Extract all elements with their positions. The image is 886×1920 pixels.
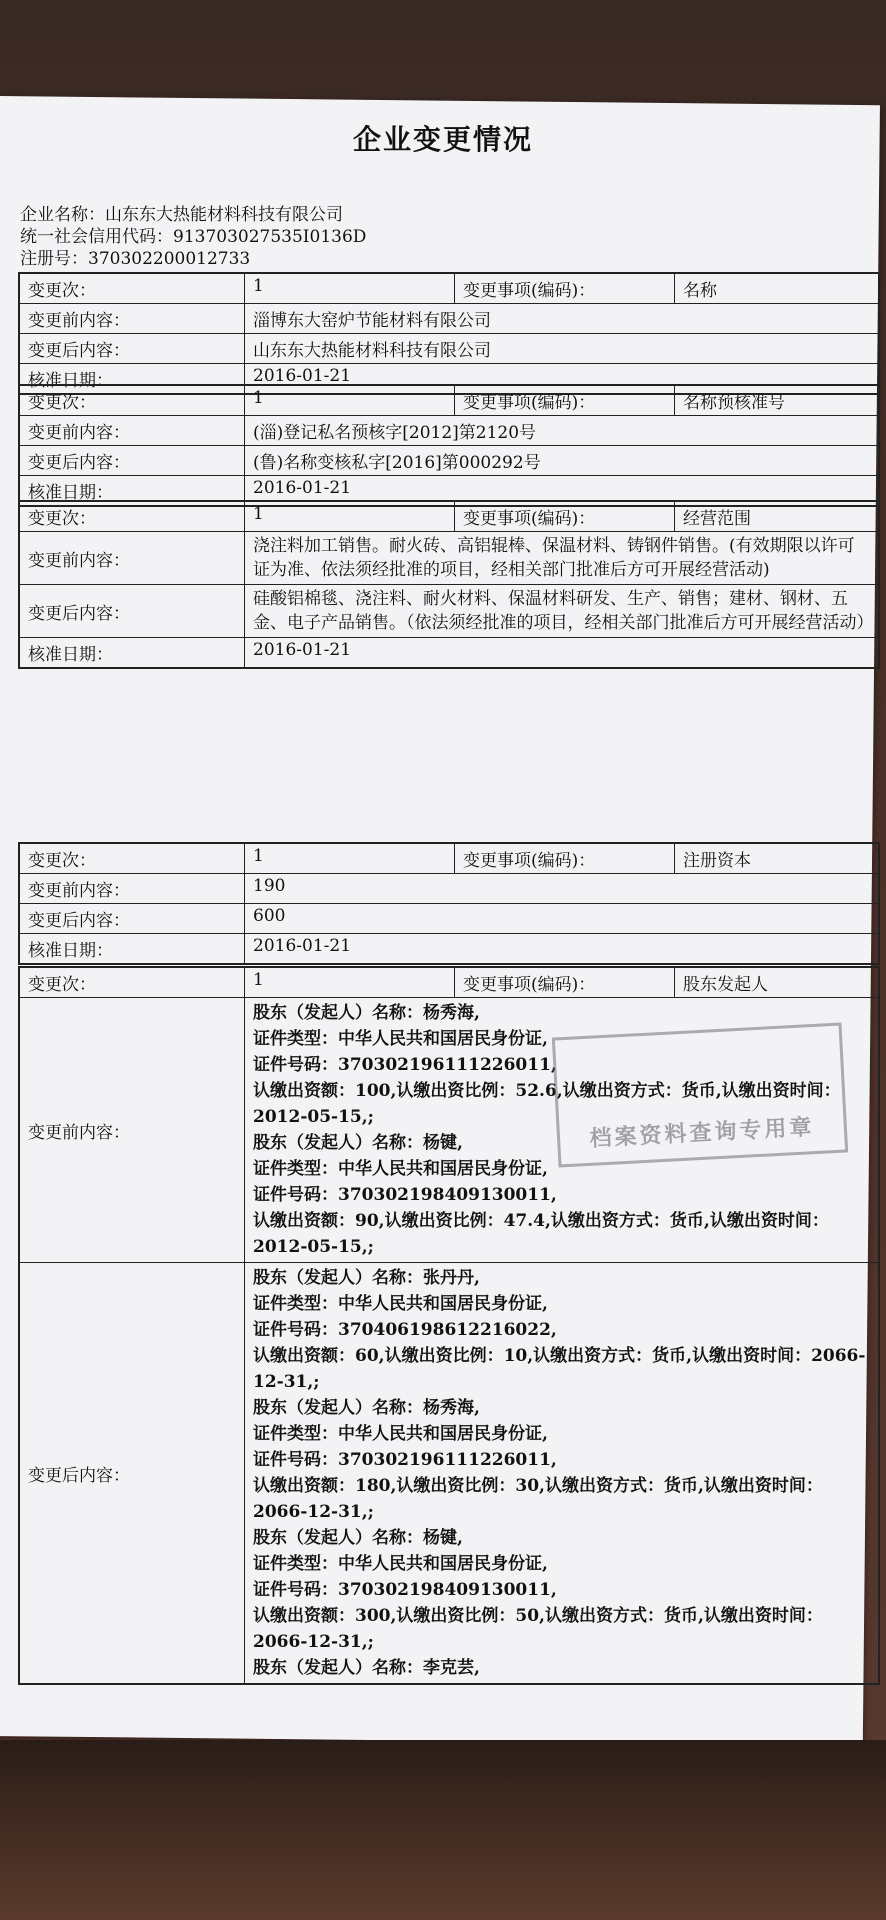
change-times-row — [20, 386, 878, 416]
after-line: 股东（发起人）名称：李克芸, — [253, 1658, 480, 1678]
times-label: 变更次： — [20, 274, 245, 303]
date-label: 核准日期： — [20, 476, 245, 505]
date-value: 2016-01-21 — [253, 936, 352, 956]
after-label: 变更后内容： — [20, 334, 245, 363]
change-times-row — [20, 274, 878, 304]
change-block-2 — [18, 384, 880, 507]
before-line: 证件号码：370302196111226011, — [253, 1055, 557, 1075]
after-value: 600 — [253, 906, 286, 926]
times-value: 1 — [245, 844, 455, 873]
after-value: 硅酸铝棉毯、浇注料、耐火材料、保温材料研发、生产、销售；建材、钢材、五金、电子产品销售。（依法须经批准的项目，经相关部门批准后方可开展经营活动） — [253, 589, 874, 633]
before-label: 变更前内容： — [20, 998, 245, 1262]
before-value: 190 — [253, 876, 286, 896]
before-value: 淄博东大窑炉节能材料有限公司 — [253, 311, 491, 331]
change-block-1 — [18, 272, 880, 395]
change-times-row — [20, 968, 878, 998]
after-row — [20, 904, 878, 934]
after-value: 山东东大热能材料科技有限公司 — [253, 341, 491, 361]
item-value: 股东发起人 — [683, 975, 768, 995]
archive-stamp: 档案资料查询专用章 — [552, 1023, 848, 1168]
item-label: 变更事项(编码)： — [455, 844, 675, 873]
date-value: 2016-01-21 — [253, 478, 352, 498]
before-label: 变更前内容： — [20, 304, 245, 333]
before-value: (淄)登记私名预核字[2012]第2120号 — [253, 423, 537, 443]
before-line: 证件类型：中华人民共和国居民身份证, — [253, 1029, 548, 1049]
desk-background — [0, 1740, 886, 1920]
after-line: 证件类型：中华人民共和国居民身份证, — [253, 1424, 548, 1444]
item-value: 注册资本 — [683, 851, 751, 871]
after-label: 变更后内容： — [20, 1263, 245, 1683]
before-line: 证件类型：中华人民共和国居民身份证, — [253, 1159, 548, 1179]
times-label: 变更次： — [20, 386, 245, 415]
date-label: 核准日期： — [20, 638, 245, 667]
after-row — [20, 334, 878, 364]
item-value: 名称预核准号 — [683, 393, 785, 413]
before-line: 认缴出资额：90,认缴出资比例：47.4,认缴出资方式：货币,认缴出资时间：2012-05-15,; — [253, 1211, 829, 1257]
change-block-3 — [18, 500, 880, 669]
after-line: 证件号码：370302196111226011, — [253, 1450, 557, 1470]
before-label: 变更前内容： — [20, 416, 245, 445]
before-value: 浇注料加工销售。耐火砖、高铝辊棒、保温材料、铸钢件销售。(有效期限以许可证为准、依法须经批准的项目，经相关部门批准后方可开展经营活动) — [253, 536, 855, 580]
after-value: (鲁)名称变核私字[2016]第000292号 — [253, 453, 541, 473]
item-value: 经营范围 — [683, 509, 751, 529]
before-row — [20, 416, 878, 446]
item-label: 变更事项(编码)： — [455, 386, 675, 415]
after-line: 证件类型：中华人民共和国居民身份证, — [253, 1554, 548, 1574]
registration-number: 注册号：370302200012733 — [20, 249, 251, 269]
change-times-row — [20, 502, 878, 532]
after-line: 认缴出资额：60,认缴出资比例：10,认缴出资方式：货币,认缴出资时间：2066-12-31,; — [253, 1346, 866, 1392]
after-line: 证件类型：中华人民共和国居民身份证, — [253, 1294, 548, 1314]
date-label: 核准日期： — [20, 364, 245, 393]
item-label: 变更事项(编码)： — [455, 968, 675, 997]
date-value: 2016-01-21 — [253, 640, 352, 660]
after-label: 变更后内容： — [20, 904, 245, 933]
after-row — [20, 585, 878, 638]
after-row — [20, 1263, 878, 1683]
before-label: 变更前内容： — [20, 532, 245, 584]
after-label: 变更后内容： — [20, 585, 245, 637]
page-title: 企业变更情况 — [352, 123, 533, 156]
before-row — [20, 304, 878, 334]
before-line: 股东（发起人）名称：杨秀海, — [253, 1003, 480, 1023]
change-times-row — [20, 844, 878, 874]
date-row — [20, 638, 878, 667]
after-label: 变更后内容： — [20, 446, 245, 475]
times-value: 1 — [245, 274, 455, 303]
item-value: 名称 — [683, 281, 717, 301]
before-line: 证件号码：370302198409130011, — [253, 1185, 557, 1205]
after-line: 证件号码：370302198409130011, — [253, 1580, 557, 1600]
after-line: 证件号码：370406198612216022, — [253, 1320, 557, 1340]
times-label: 变更次： — [20, 968, 245, 997]
before-row — [20, 532, 878, 585]
date-value: 2016-01-21 — [253, 366, 352, 386]
item-label: 变更事项(编码)： — [455, 502, 675, 531]
after-row — [20, 446, 878, 476]
date-label: 核准日期： — [20, 934, 245, 963]
after-line: 认缴出资额：300,认缴出资比例：50,认缴出资方式：货币,认缴出资时间：2066-12-31,; — [253, 1606, 823, 1652]
times-label: 变更次： — [20, 502, 245, 531]
credit-code: 统一社会信用代码：913703027535I0136D — [20, 227, 367, 247]
after-line: 股东（发起人）名称：杨键, — [253, 1528, 463, 1548]
after-line: 认缴出资额：180,认缴出资比例：30,认缴出资方式：货币,认缴出资时间：2066-12-31,; — [253, 1476, 823, 1522]
date-row — [20, 934, 878, 963]
times-value: 1 — [245, 386, 455, 415]
times-label: 变更次： — [20, 844, 245, 873]
item-label: 变更事项(编码)： — [455, 274, 675, 303]
after-line: 股东（发起人）名称：杨秀海, — [253, 1398, 480, 1418]
before-label: 变更前内容： — [20, 874, 245, 903]
before-line: 股东（发起人）名称：杨键, — [253, 1133, 463, 1153]
after-line: 股东（发起人）名称：张丹丹, — [253, 1268, 480, 1288]
before-row — [20, 874, 878, 904]
times-value: 1 — [245, 968, 455, 997]
times-value: 1 — [245, 502, 455, 531]
before-line: 认缴出资额：100,认缴出资比例：52.6,认缴出资方式：货币,认缴出资时间：2012-05-15,; — [253, 1081, 841, 1127]
after-value — [245, 1263, 878, 1683]
company-name: 企业名称：山东东大热能材料科技有限公司 — [20, 205, 343, 225]
change-block-4 — [18, 842, 880, 965]
